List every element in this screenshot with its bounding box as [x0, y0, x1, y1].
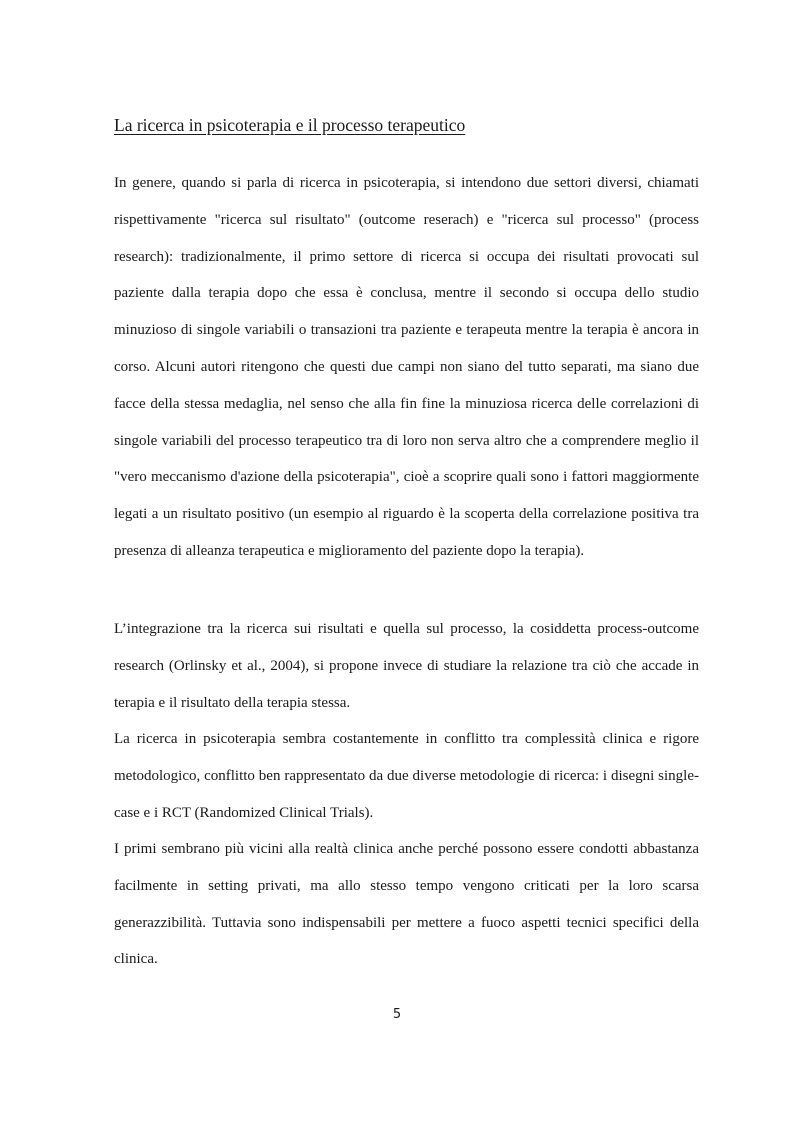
body-paragraph: In genere, quando si parla di ricerca in psicoterapia, si intendono due settori diversi, chiamati rispettivamente "ricerca sul risultato" (outcome reserach) e "ricerca sul processo" (process research): tradizionalmente, il primo settore di ricerca si occupa dei risultati provocati sul paziente dalla terapia dopo che essa è conclusa, mentre il secondo si occupa dello studio minuzioso di singole variabili o transazioni tra paziente e terapeuta mentre la terapia è ancora in corso. Alcuni autori ritengono che questi due campi non siano del tutto separati, ma siano due facce della stessa medaglia, nel senso che alla fin fine la minuziosa ricerca delle correlazioni di singole variabili del processo terapeutico tra di loro non serva altro che a comprendere meglio il "vero meccanismo d'azione della psicoterapia", cioè a scoprire quali sono i fattori maggiormente legati a un risultato positivo (un esempio al riguardo è la scoperta della correlazione positiva tra presenza di alleanza terapeutica e miglioramento del paziente dopo la terapia).	[114, 175, 699, 559]
section-heading: La ricerca in psicoterapia e il processo terapeutico	[114, 115, 466, 135]
body-paragraph: L’integrazione tra la ricerca sui risultati e quella sul processo, la cosiddetta process-outcome research (Orlinsky et al., 2004), si propone invece di studiare la relazione tra ciò che accade in terapia e il risultato della terapia stessa.	[114, 621, 699, 711]
page-number: 5	[392, 1007, 402, 1022]
body-paragraph: La ricerca in psicoterapia sembra costantemente in conflitto tra complessità clinica e rigore metodologico, conflitto ben rappresentato da due diverse metodologie di ricerca: i disegni single-case e i RCT (Randomized Clinical Trials).	[114, 731, 699, 821]
body-paragraph: I primi sembrano più vicini alla realtà clinica anche perché possono essere condotti abbastanza facilmente in setting privati, ma allo stesso tempo vengono criticati per la loro scarsa generazzibilità. Tuttavia sono indispensabili per mettere a fuoco aspetti tecnici specifici della clinica.	[114, 841, 699, 968]
